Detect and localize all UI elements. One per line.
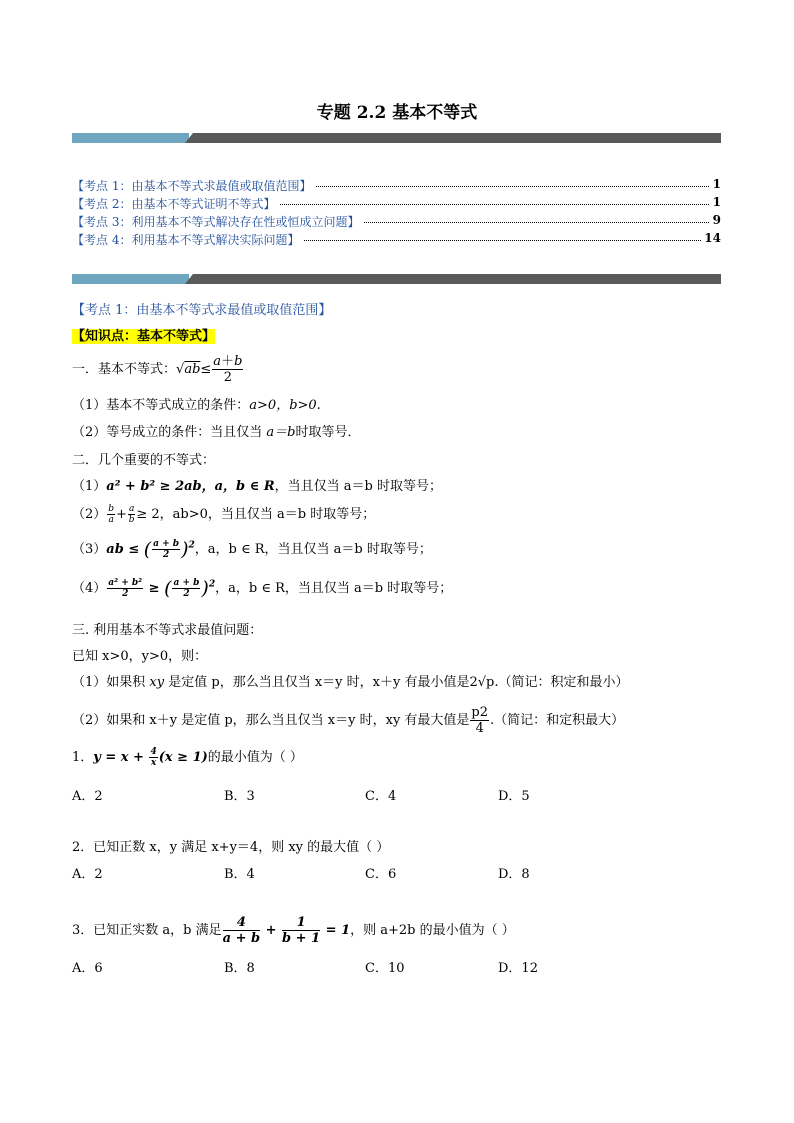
condition-2-tail: 时取等号． xyxy=(295,425,361,440)
a-over-b-fraction: $\frac{a}{b}$ xyxy=(128,504,135,525)
toc-entry-label: 【考点 2：由基本不等式证明不等式】 xyxy=(72,195,279,212)
inequality-item-3 xyxy=(72,538,432,561)
toc-entry-page: 14 xyxy=(704,231,721,245)
question-1-number: 1． xyxy=(72,750,94,765)
toc-entry[interactable] xyxy=(72,231,721,246)
given-condition: 已知 x>0，y>0，则： xyxy=(72,649,208,664)
item-2-number: （2） xyxy=(72,507,107,522)
rule-2-part-e: .（简记：和定积最大） xyxy=(490,713,625,728)
question-1-option-a[interactable]: A．2 xyxy=(72,789,103,804)
rule-1-part-a: （1）如果积 xyxy=(72,675,146,690)
question-3-number: 3． xyxy=(72,923,94,938)
question-3-stem xyxy=(72,915,515,946)
toc-entry-page: 1 xyxy=(712,195,721,209)
question-3-equation: $\frac{4}{a + b}$ + $\frac{1}{b + 1}$ = 1 xyxy=(222,915,351,946)
p2-over-4-denominator: 4 xyxy=(475,721,484,736)
toc-entry-page: 1 xyxy=(712,177,721,191)
question-1-option-c[interactable]: C．4 xyxy=(365,789,397,804)
question-1-function: y = x + $\frac{4}{x}$ (x ≥ 1) xyxy=(93,747,208,768)
condition-1-text: （1）基本不等式成立的条件： xyxy=(72,398,250,413)
toc-entry-label: 【考点 4：利用基本不等式解决实际问题】 xyxy=(72,231,303,248)
rule-product-fixed xyxy=(72,671,628,690)
item-2-tail: ≥ 2，ab>0，当且仅当 a＝b 时取等号； xyxy=(136,507,376,522)
item-4-formula: $\frac{\text{a² + b²}}{2}$ ≥ ( $\frac{a + b}{2}$ )$^2$ xyxy=(108,577,216,600)
question-1-tail: 的最小值为（ ） xyxy=(207,750,303,765)
question-1-option-b[interactable]: B．3 xyxy=(224,789,255,804)
rule-sum-fixed xyxy=(72,705,624,736)
item-3-formula: ab ≤ ( $\frac{a + b}{2}$ )$^2$ xyxy=(106,538,195,561)
section-divider-bar xyxy=(72,274,721,284)
question-1-option-d[interactable]: D．5 xyxy=(498,789,530,804)
question-3-head: 已知正实数 a，b 满足 xyxy=(93,923,222,938)
part2-heading: 二．几个重要的不等式： xyxy=(72,453,216,468)
rule-1-part-b: xy xyxy=(149,675,165,690)
rule-1-part-e: .（简记：积定和最小） xyxy=(494,675,629,690)
item-1-number: （1） xyxy=(72,479,107,494)
basic-inequality-line xyxy=(72,354,244,385)
inequality-item-1 xyxy=(72,475,442,494)
toc-entry-page: 9 xyxy=(712,213,721,227)
question-3-option-a[interactable]: A．6 xyxy=(72,961,103,976)
toc-entry-label: 【考点 1：由基本不等式求最值或取值范围】 xyxy=(72,177,315,194)
question-3-option-b[interactable]: B．8 xyxy=(224,961,255,976)
question-1-stem xyxy=(72,746,303,768)
rule-1-part-c: 是定值 p，那么当且仅当 x＝y 时，x＋y 有最小值是 xyxy=(168,675,470,690)
question-2-text: 已知正数 x，y 满足 x+y＝4，则 xy 的最大值（ ） xyxy=(93,840,390,855)
knowledge-point-tag: 【知识点：基本不等式】 xyxy=(72,329,216,344)
inequality-item-2: （2） $\frac{b}{a}$ + $\frac{a}{b}$ ≥ 2，ab>0，当且仅当 a＝b 时取等号； xyxy=(72,504,376,525)
a-plus-b-over-2-fraction: $\frac{a+b}{2}$ xyxy=(213,354,243,385)
section-heading: 【考点 1：由基本不等式求最值或取值范围】 xyxy=(72,303,332,318)
condition-1-formula: a>0，b>0. xyxy=(249,398,321,413)
question-2-stem xyxy=(72,836,389,855)
question-2-option-c[interactable]: C．6 xyxy=(365,867,397,882)
b-over-a-fraction: $\frac{b}{a}$ xyxy=(108,504,115,525)
header-divider-bar xyxy=(72,133,721,143)
p2-over-4-numerator: p2 xyxy=(471,705,489,720)
item-3-tail: ，a，b ∈ R，当且仅当 a＝b 时取等号； xyxy=(194,542,432,557)
toc-entry[interactable] xyxy=(72,195,721,210)
sqrt-ab-formula: √ab≤ xyxy=(176,362,212,377)
question-2-number: 2． xyxy=(72,840,94,855)
question-2-option-d[interactable]: D．8 xyxy=(498,867,530,882)
toc-entry[interactable] xyxy=(72,177,721,192)
item-1-tail: ，当且仅当 a＝b 时取等号； xyxy=(274,479,442,494)
part1-heading: 一．基本不等式： xyxy=(72,362,177,377)
item-3-number: （3） xyxy=(72,542,107,557)
rule-1-part-d: 2√p xyxy=(469,675,495,690)
inequality-item-4 xyxy=(72,577,452,600)
condition-2-text: （2）等号成立的条件：当且仅当 xyxy=(72,425,263,440)
question-3-tail: ，则 a+2b 的最小值为（ ） xyxy=(350,923,515,938)
item-4-tail: ，a，b ∈ R，当且仅当 a＝b 时取等号； xyxy=(215,581,453,596)
toc-entry[interactable] xyxy=(72,213,721,228)
item-1-formula: a² + b² ≥ 2ab，a，b ∈ R xyxy=(106,479,275,494)
question-3-option-d[interactable]: D．12 xyxy=(498,961,538,976)
question-3-option-c[interactable]: C．10 xyxy=(365,961,405,976)
condition-line-2 xyxy=(72,421,361,440)
page-title: 专题 2.2 基本不等式 xyxy=(316,103,478,123)
question-2-option-b[interactable]: B．4 xyxy=(224,867,255,882)
toc-entry-label: 【考点 3：利用基本不等式解决存在性或恒成立问题】 xyxy=(72,213,363,230)
item-4-number: （4） xyxy=(72,581,107,596)
rule-2-part-a: （2）如果和 x＋y 是定值 p，那么当且仅当 x＝y 时，xy 有最大值是 xyxy=(72,713,470,728)
p2-over-4-fraction xyxy=(470,705,489,736)
condition-2-formula: a＝b xyxy=(266,425,296,440)
condition-line-1 xyxy=(72,394,321,413)
question-2-option-a[interactable]: A．2 xyxy=(72,867,103,882)
part3-heading: 三. 利用基本不等式求最值问题： xyxy=(72,623,263,638)
